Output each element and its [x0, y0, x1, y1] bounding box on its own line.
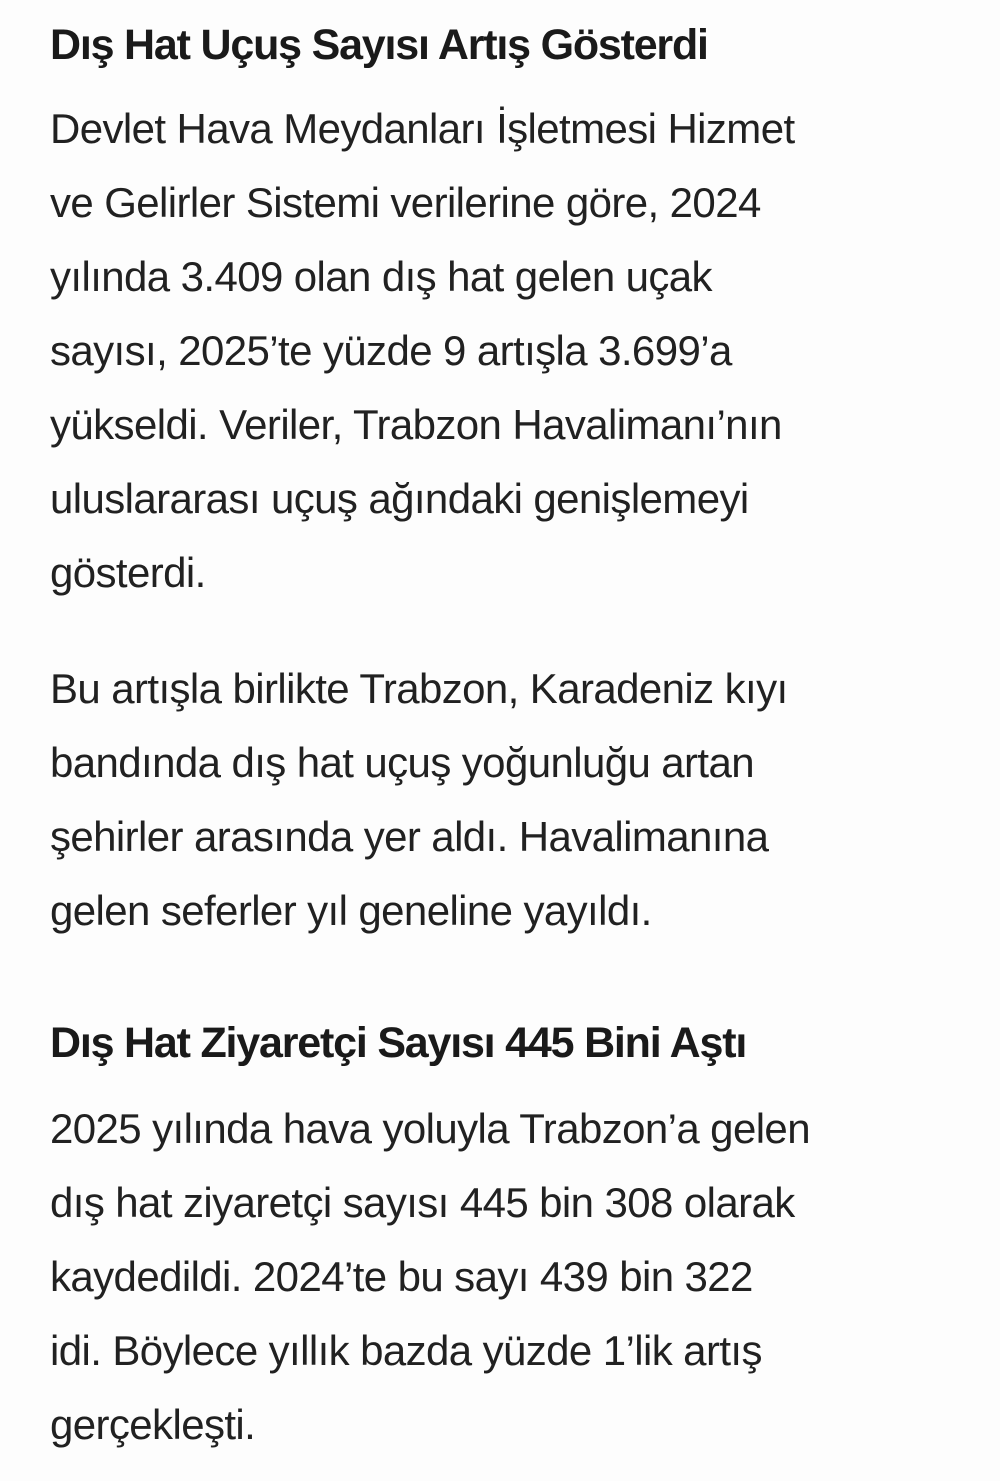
text-line: şehirler arasında yer aldı. Havalimanına [50, 813, 769, 860]
text-line: ve Gelirler Sistemi verilerine göre, 2024 [50, 179, 761, 226]
paragraph-visitor-stats [50, 1092, 952, 1462]
text-line: gösterdi. [50, 549, 206, 596]
section-heading-visitor-count: Dış Hat Ziyaretçi Sayısı 445 Bini Aştı [50, 1019, 747, 1067]
text-line: idi. Böylece yıllık bazda yüzde 1’lik artış [50, 1327, 762, 1374]
paragraph-flight-stats [50, 92, 952, 610]
text-line: Devlet Hava Meydanları İşletmesi Hizmet [50, 105, 795, 152]
text-line: uluslararası uçuş ağındaki genişlemeyi [50, 475, 749, 522]
text-line: bandında dış hat uçuş yoğunluğu artan [50, 739, 755, 786]
text-line: 2025 yılında hava yoluyla Trabzon’a gelen [50, 1105, 810, 1152]
text-line: sayısı, 2025’te yüzde 9 artışla 3.699’a [50, 327, 732, 374]
text-line: gerçekleşti. [50, 1401, 256, 1448]
text-line: dış hat ziyaretçi sayısı 445 bin 308 olarak [50, 1179, 795, 1226]
text-line: Bu artışla birlikte Trabzon, Karadeniz kıyı [50, 665, 788, 712]
text-line: kaydedildi. 2024’te bu sayı 439 bin 322 [50, 1253, 753, 1300]
paragraph-coastal-cities [50, 652, 952, 948]
text-line: yılında 3.409 olan dış hat gelen uçak [50, 253, 712, 300]
text-line: yükseldi. Veriler, Trabzon Havalimanı’nın [50, 401, 782, 448]
text-line: gelen seferler yıl geneline yayıldı. [50, 887, 652, 934]
section-heading-flight-count: Dış Hat Uçuş Sayısı Artış Gösterdi [50, 21, 708, 69]
